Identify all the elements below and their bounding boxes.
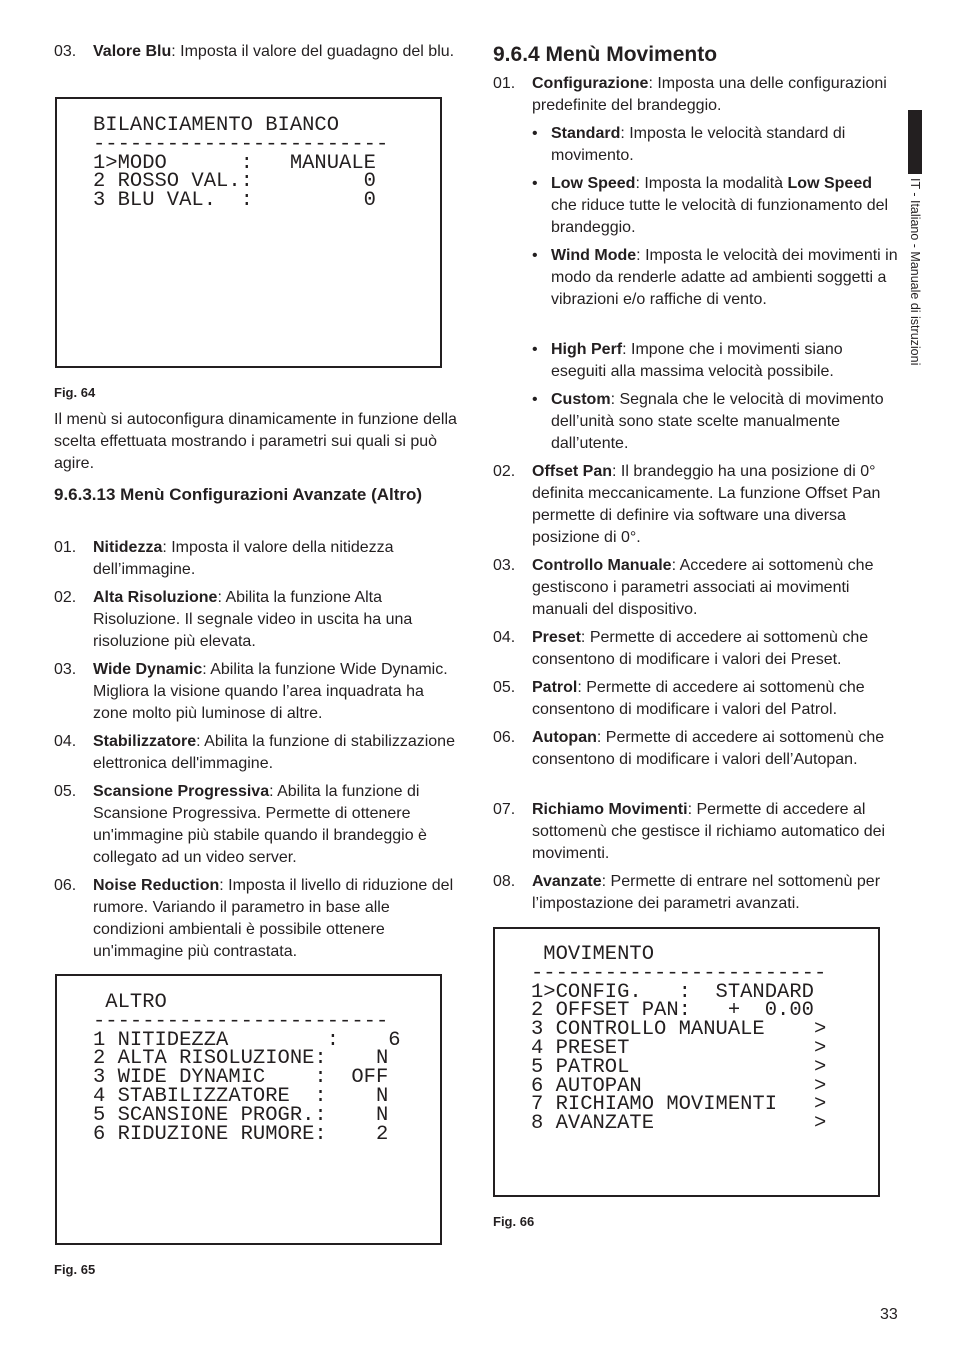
bullet-description: : Imposta le velocità standard di movimento.: [551, 125, 846, 164]
list-item: [493, 627, 898, 671]
item-number: 04.: [54, 733, 77, 750]
bullet-icon: •: [532, 125, 538, 142]
figure-66-osd-screen: [493, 927, 880, 1197]
item-number: 02.: [54, 589, 77, 606]
item-description: : Permette di accedere ai sottomenù che consentono di modificare i valori dei Preset.: [532, 629, 869, 668]
item-description: : Accedere ai sottomenù che gestiscono i parametri associati ai movimenti manuali del dispositivo.: [532, 557, 874, 618]
list-item: [493, 799, 898, 865]
item-term: Wide Dynamic: [93, 661, 203, 678]
list-item: [54, 587, 459, 653]
list-item: [54, 659, 459, 725]
bullet-icon: •: [532, 341, 538, 358]
list-item-configurazione: [493, 73, 898, 117]
list-item: [54, 875, 459, 963]
bullet-icon: •: [532, 247, 538, 264]
item-number: 04.: [493, 629, 516, 646]
language-tab-marker: [908, 110, 922, 174]
page-number: 33: [880, 1306, 898, 1323]
item-number: 03.: [54, 43, 77, 60]
bullet-term: Low Speed: [551, 175, 636, 192]
bullet-description: : Impone che i movimenti siano eseguiti alla massima velocità possibile.: [551, 341, 843, 380]
item-term: Preset: [532, 629, 581, 646]
item-term: Richiamo Movimenti: [532, 801, 688, 818]
figure-caption: Fig. 65: [54, 1262, 96, 1277]
section-heading: 9.6.3.13 Menù Configurazioni Avanzate (Altro): [54, 485, 423, 504]
section-heading: 9.6.4 Menù Movimento: [493, 43, 718, 66]
item-description: : Imposta il livello di riduzione del rumore. Variando il parametro in base alle condizioni ambientali è possibile ottenere un'immagine più contrastata.: [93, 877, 454, 960]
item-number: 07.: [493, 801, 516, 818]
list-item: [493, 727, 898, 771]
item-description: : Imposta una delle configurazioni predefinite del brandeggio.: [532, 75, 887, 114]
item-term: Scansione Progressiva: [93, 783, 270, 800]
item-number: 05.: [54, 783, 77, 800]
item-description: : Imposta il valore della nitidezza dell’immagine.: [93, 539, 394, 578]
figure-64-osd-screen: [55, 97, 442, 368]
bullet-description: : Segnala che le velocità di movimento dell’unità sono state scelte manualmente dall’utente.: [551, 391, 884, 452]
list-item: [54, 781, 459, 869]
bullet-term: Wind Mode: [551, 247, 637, 264]
item-number: 06.: [54, 877, 77, 894]
list-item: [54, 731, 459, 775]
list-item: [493, 555, 898, 621]
osd-text: MOVIMENTO ------------------------ 1>CONFIG. : STANDARD 2 OFFSET PAN: + 0.00 3 CONTROLLO MANUALE > 4 PRESET > 5 PATROL > 6 AUTOPAN > 7 RICHIAMO MOVIMENTI > 8 AVANZATE >: [531, 943, 827, 1136]
bullet-item: [532, 173, 898, 239]
item-description: : Abilita la funzione di stabilizzazione elettronica dell'immagine.: [93, 733, 455, 772]
osd-text: ALTRO ------------------------ 1 NITIDEZZA : 6 2 ALTA RISOLUZIONE: N 3 WIDE DYNAMIC : OFF 4 STABILIZZATORE : N 5 SCANSIONE PROGR.: N 6 RIDUZIONE RUMORE: 2: [93, 991, 401, 1146]
item-description: : Imposta il valore del guadagno del blu.: [171, 43, 455, 60]
list-item: [493, 871, 898, 915]
bullet-term: Low Speed: [787, 175, 872, 192]
item-term: Stabilizzatore: [93, 733, 197, 750]
item-term: Noise Reduction: [93, 877, 220, 894]
bullet-icon: •: [532, 391, 538, 408]
item-number: 01.: [54, 539, 77, 556]
list-item: [54, 537, 459, 581]
item-term: Configurazione: [532, 75, 649, 92]
item-description: : Permette di accedere ai sottomenù che consentono di modificare i valori del Patrol.: [532, 679, 865, 718]
item-description: : Il brandeggio ha una posizione di 0° definita meccanicamente. La funzione Offset Pan permette di definire via software una diversa posizione di 0°.: [532, 463, 881, 546]
bullet-item: [532, 245, 898, 311]
item-term: Autopan: [532, 729, 597, 746]
item-number: 06.: [493, 729, 516, 746]
figure-caption: Fig. 66: [493, 1214, 535, 1229]
item-term: Controllo Manuale: [532, 557, 672, 574]
list-item-valore-blu: [54, 41, 459, 63]
bullet-icon: •: [532, 175, 538, 192]
bullet-description: che riduce tutte le velocità di funzionamento del brandeggio.: [551, 197, 889, 236]
item-number: 08.: [493, 873, 516, 890]
bullet-term: Custom: [551, 391, 611, 408]
item-description: : Abilita la funzione Alta Risoluzione. Il segnale video in uscita ha una risoluzione più elevata.: [93, 589, 413, 650]
list-item: [493, 677, 898, 721]
osd-text: BILANCIAMENTO BIANCO ------------------------ 1>MODO : MANUALE 2 ROSSO VAL.: 0 3 BLU VAL. : 0: [93, 114, 389, 213]
bullet-item: [532, 389, 898, 455]
item-description: : Permette di accedere al sottomenù che gestisce il richiamo automatico dei movimenti.: [532, 801, 886, 862]
intro-paragraph: Il menù si autoconfigura dinamicamente in funzione della scelta effettuata mostrando i parametri sui quali si può agire.: [54, 411, 457, 472]
item-number: 03.: [493, 557, 516, 574]
item-term: Avanzate: [532, 873, 602, 890]
figure-caption: Fig. 64: [54, 385, 96, 400]
item-number: 05.: [493, 679, 516, 696]
item-number: 02.: [493, 463, 516, 480]
list-item: [493, 461, 898, 549]
item-term: Offset Pan: [532, 463, 613, 480]
item-description: : Abilita la funzione di Scansione Progressiva. Permette di ottenere un'immagine più stabile quando il brandeggio è collegato ad un video server.: [93, 783, 427, 866]
item-number: 01.: [493, 75, 516, 92]
item-number: 03.: [54, 661, 77, 678]
item-description: : Permette di entrare nel sottomenù per l’impostazione dei parametri avanzati.: [532, 873, 881, 912]
bullet-item: [532, 339, 898, 383]
item-term: Patrol: [532, 679, 578, 696]
item-term: Nitidezza: [93, 539, 163, 556]
bullet-item: [532, 123, 898, 167]
item-term: Alta Risoluzione: [93, 589, 218, 606]
bullet-term: High Perf: [551, 341, 623, 358]
figure-65-osd-screen: [55, 974, 442, 1245]
item-description: : Permette di accedere ai sottomenù che consentono di modificare i valori dell’Autopan.: [532, 729, 885, 768]
sidebar-language-label: IT - Italiano - Manuale di istruzioni: [908, 178, 922, 366]
bullet-description: : Imposta la modalità: [635, 175, 788, 192]
bullet-term: Standard: [551, 125, 621, 142]
item-term: Valore Blu: [93, 43, 172, 60]
item-description: : Abilita la funzione Wide Dynamic. Migliora la visione quando l’area inquadrata ha zone molto più luminose di altre.: [93, 661, 448, 722]
bullet-description: : Imposta le velocità dei movimenti in modo da renderle adatte ad ambienti soggetti a vibrazioni e/o raffiche di vento.: [551, 247, 898, 308]
